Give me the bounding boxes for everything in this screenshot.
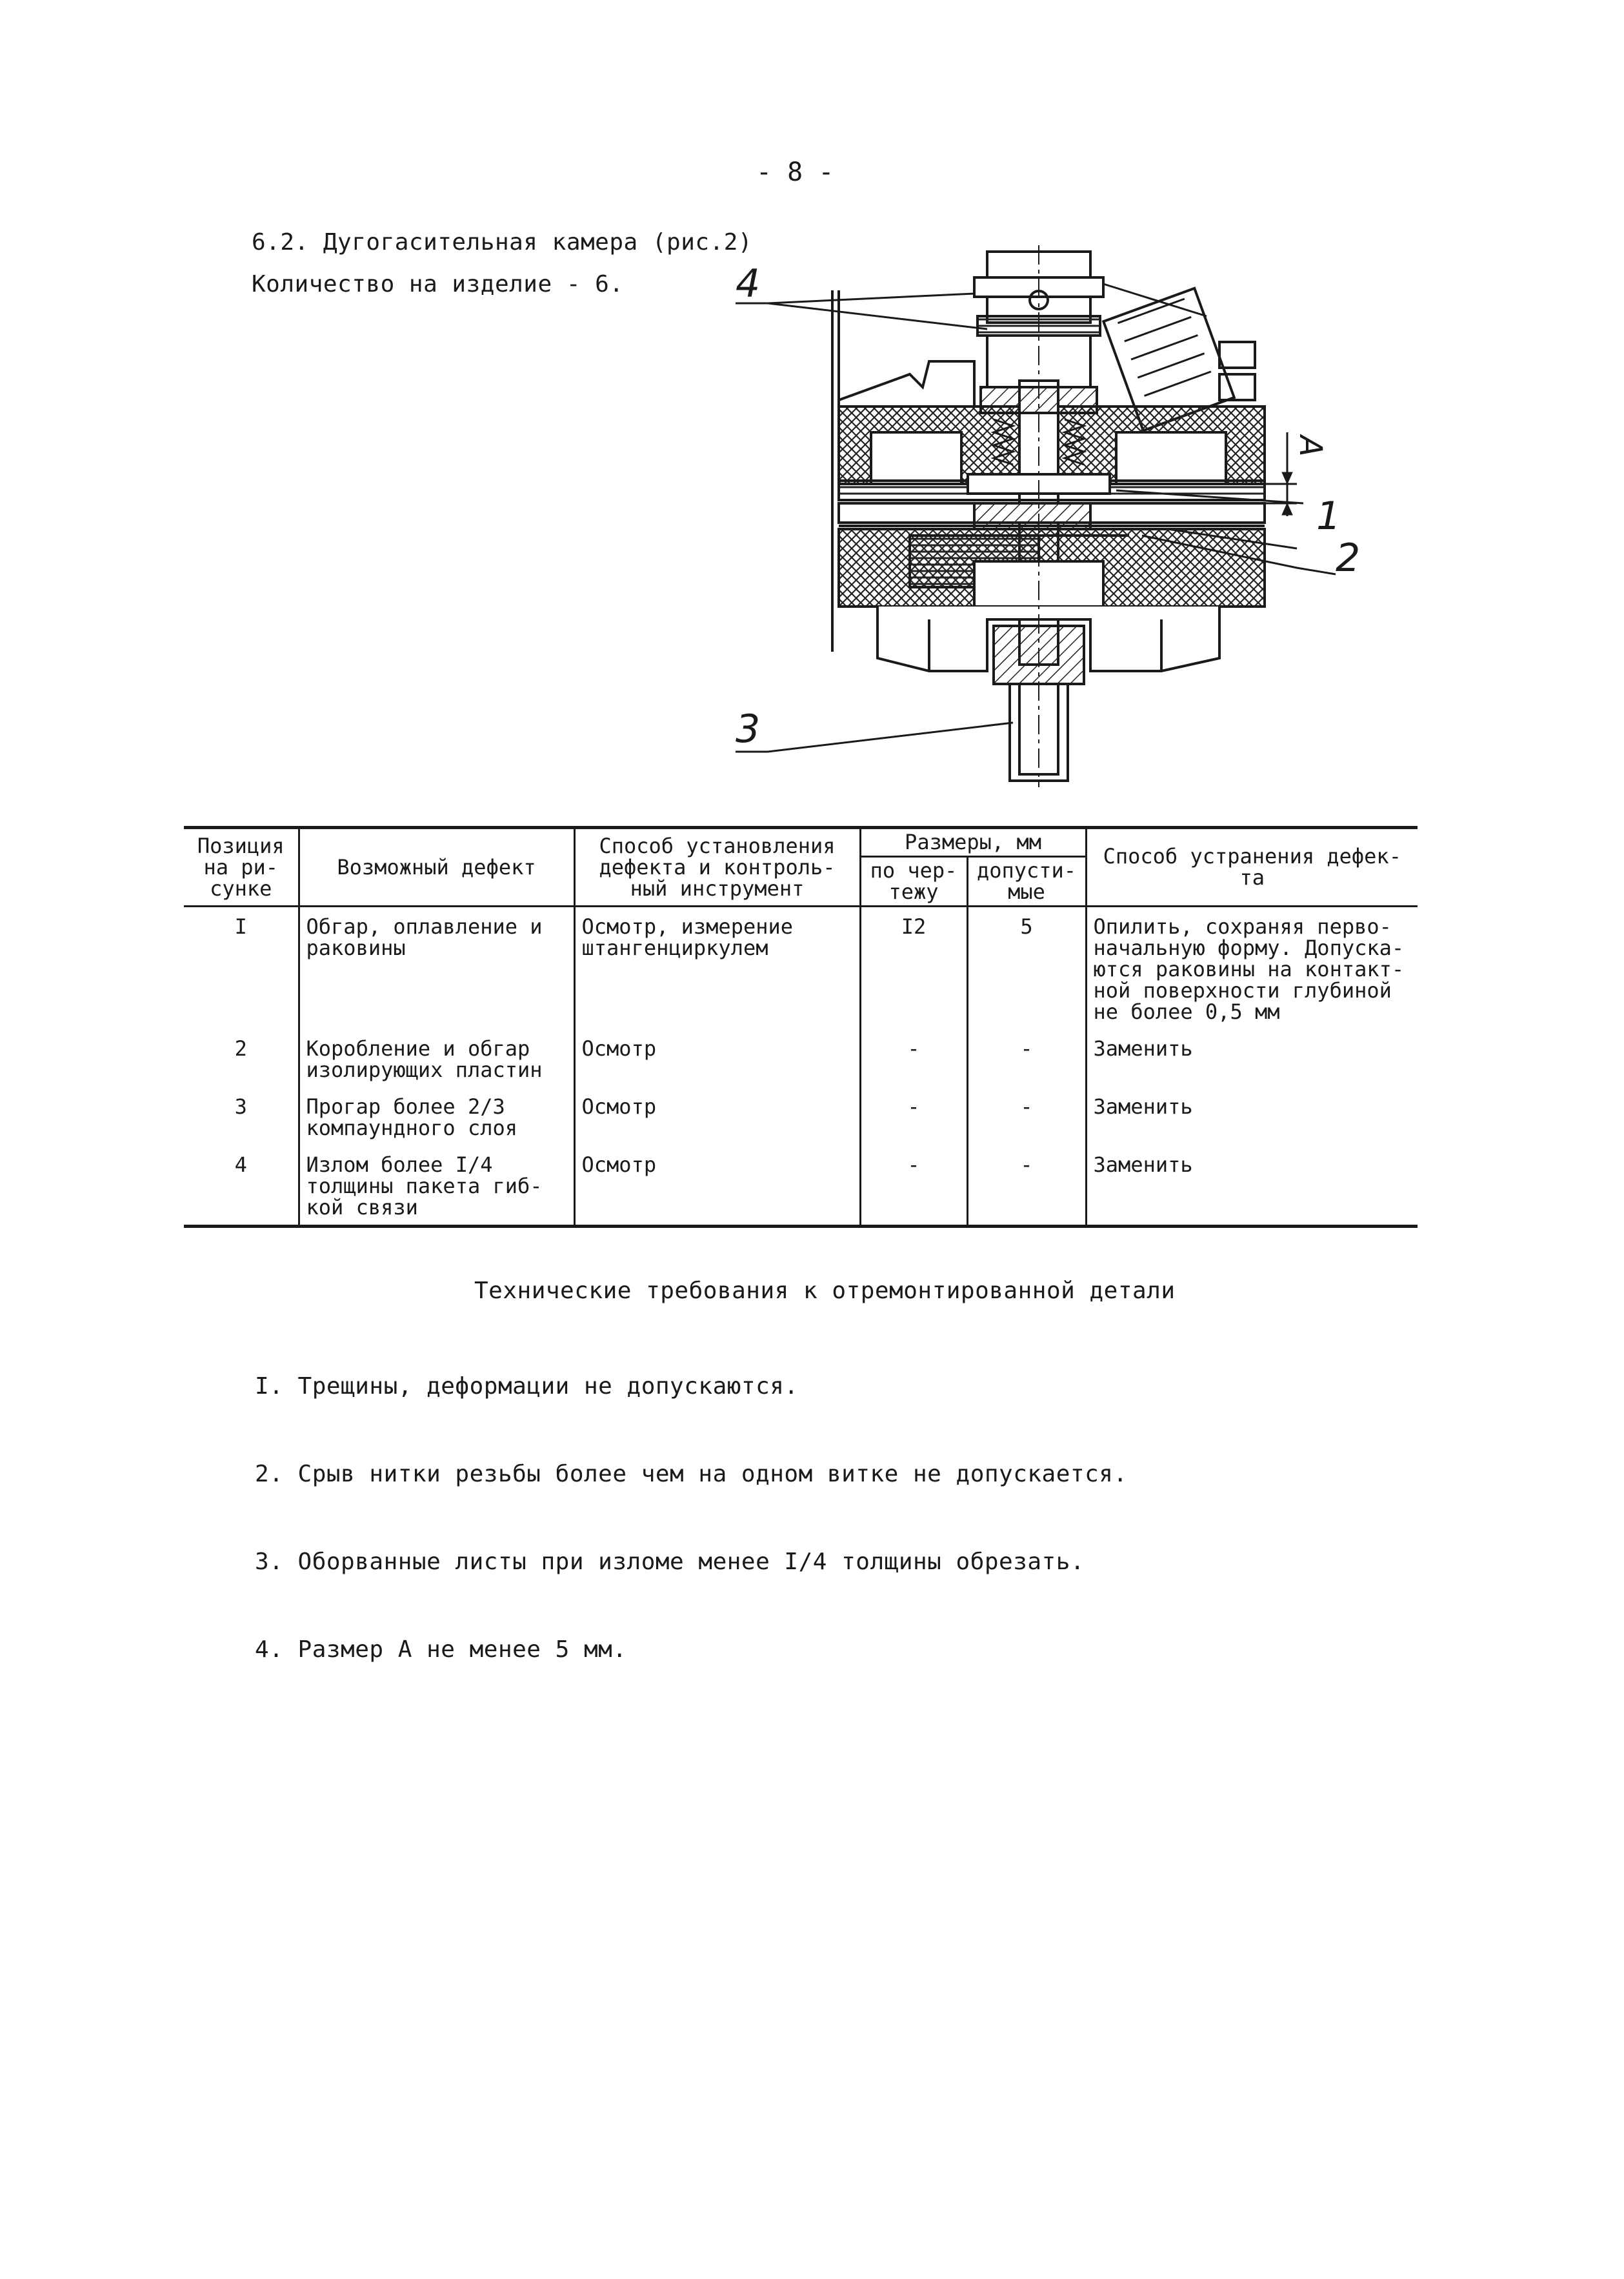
table-row: [184, 907, 1418, 1030]
cell-remedy: Опилить, сохраняя перво- начальную форму. Допуска- ются раковины на контакт- ной поверхности глубиной не более 0,5 мм: [1086, 907, 1418, 1030]
requirement-item: 2. Срыв нитки резьбы более чем на одном витке не допускается.: [255, 1461, 1128, 1487]
table-row: [184, 1087, 1418, 1145]
header-position: Позиция на ри- сунке: [184, 828, 299, 907]
cell-by-drawing: -: [860, 1087, 967, 1145]
requirement-item: 3. Оборванные листы при изломе менее I/4 толщины обрезать.: [255, 1549, 1085, 1575]
requirement-item: I. Трещины, деформации не допускаются.: [255, 1373, 799, 1400]
section-title: 6.2. Дугогасительная камера (рис.2): [252, 229, 753, 256]
cell-defect: Излом более I/4 толщины пакета гиб- кой связи: [299, 1145, 574, 1227]
arc-chamber-drawing: [716, 232, 1478, 794]
figure-label-a: А: [1292, 436, 1328, 457]
defects-table: [184, 826, 1418, 1228]
cell-allowed: -: [967, 1145, 1086, 1227]
cell-method: Осмотр: [574, 1029, 860, 1087]
table-row: [184, 1029, 1418, 1087]
cell-method: Осмотр, измерение штангенциркулем: [574, 907, 860, 1030]
cell-allowed: -: [967, 1087, 1086, 1145]
cell-allowed: -: [967, 1029, 1086, 1087]
requirements-list: [255, 1316, 1128, 1694]
header-method: Способ установления дефекта и контроль- ный инструмент: [574, 828, 860, 907]
figure-label-4: 4: [736, 261, 761, 306]
cell-remedy: Заменить: [1086, 1087, 1418, 1145]
requirement-item: 4. Размер А не менее 5 мм.: [255, 1636, 627, 1663]
cell-position: 3: [184, 1087, 299, 1145]
cell-by-drawing: I2: [860, 907, 967, 1030]
header-remedy: Способ устранения дефек- та: [1086, 828, 1418, 907]
figure-label-3: 3: [736, 707, 761, 752]
requirements-title: Технические требования к отремонтированной детали: [474, 1278, 1176, 1304]
figure-label-1: 1: [1316, 494, 1341, 539]
cell-position: 4: [184, 1145, 299, 1227]
cell-remedy: Заменить: [1086, 1029, 1418, 1087]
cell-method: Осмотр: [574, 1145, 860, 1227]
cell-by-drawing: -: [860, 1145, 967, 1227]
cell-defect: Коробление и обгар изолирующих пластин: [299, 1029, 574, 1087]
quantity-line: Количество на изделие - 6.: [252, 271, 624, 297]
page-number: - 8 -: [756, 157, 834, 187]
header-sizes: Размеры, мм: [860, 828, 1086, 857]
figure-label-2: 2: [1336, 536, 1361, 581]
cell-defect: Прогар более 2/3 компаундного слоя: [299, 1087, 574, 1145]
cell-allowed: 5: [967, 907, 1086, 1030]
header-by-drawing: по чер- тежу: [860, 857, 967, 907]
cell-defect: Обгар, оплавление и раковины: [299, 907, 574, 1030]
header-defect: Возможный дефект: [299, 828, 574, 907]
cell-method: Осмотр: [574, 1087, 860, 1145]
cell-by-drawing: -: [860, 1029, 967, 1087]
cell-remedy: Заменить: [1086, 1145, 1418, 1227]
cell-position: I: [184, 907, 299, 1030]
cell-position: 2: [184, 1029, 299, 1087]
table-row: [184, 1145, 1418, 1227]
header-allowed: допусти- мые: [967, 857, 1086, 907]
